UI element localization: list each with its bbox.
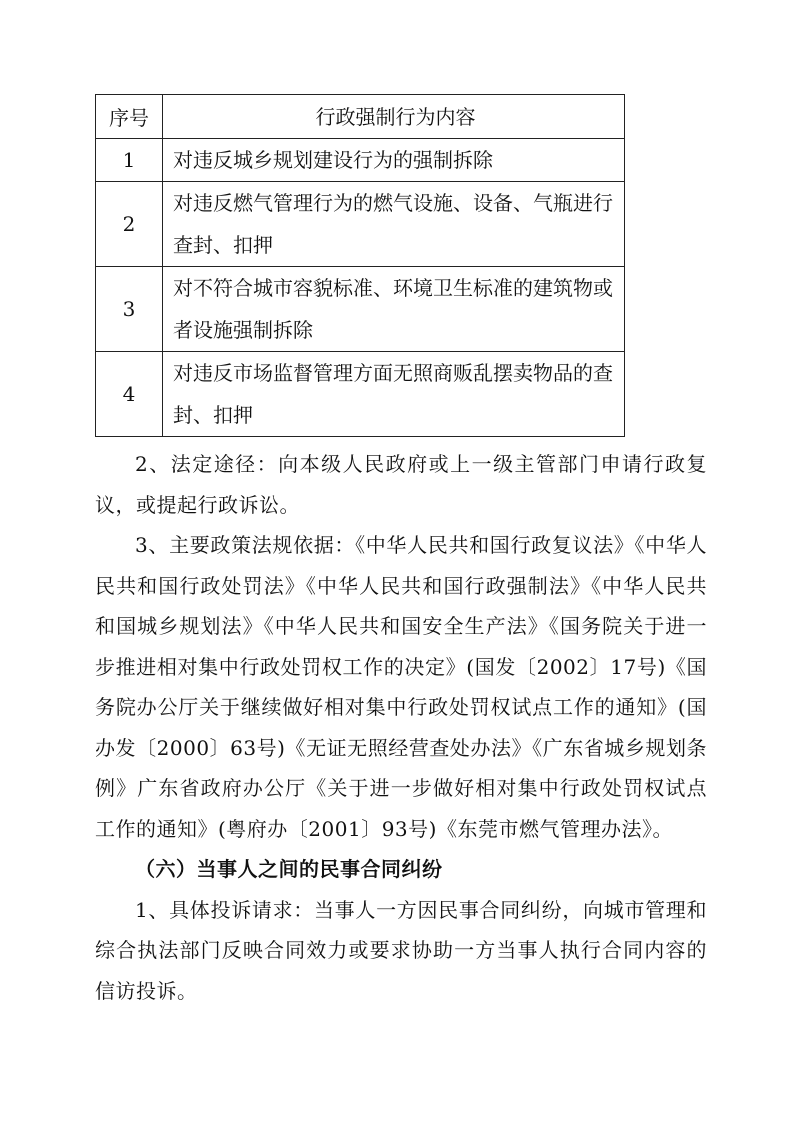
enforcement-table	[95, 94, 625, 437]
paragraph-complaint-request: 1、具体投诉请求：当事人一方因民事合同纠纷，向城市管理和综合执法部门反映合同效力或要求协助一方当事人执行合同内容的信访投诉。	[95, 897, 707, 1003]
paragraph-legal-route: 2、法定途径：向本级人民政府或上一级主管部门申请行政复议，或提起行政诉讼。	[95, 452, 707, 517]
row-serial-number: 1	[96, 139, 163, 182]
table-row	[96, 139, 625, 182]
header-content: 行政强制行为内容	[163, 95, 625, 139]
paragraph-policy-basis: 3、主要政策法规依据：《中华人民共和国行政复议法》《中华人民共和国行政处罚法》《中华人民共和国行政强制法》《中华人民共和国城乡规划法》《中华人民共和国安全生产法》《国务院关于进一步推进相对集中行政处罚权工作的决定》(国发〔2002〕17号)《国务院办公厅关于继续做好相对集中行政处罚权试点工作的通知》(国办发〔2000〕63号)《无证无照经营查处办法》《广东省城乡规划条例》广东省政府办公厅《关于进一步做好相对集中行政处罚权试点工作的通知》(粤府办〔2001〕93号)《东莞市燃气管理办法》。	[95, 533, 707, 841]
row-content: 对不符合城市容貌标准、环境卫生标准的建筑物或者设施强制拆除	[163, 267, 625, 352]
row-content: 对违反燃气管理行为的燃气设施、设备、气瓶进行查封、扣押	[163, 182, 625, 267]
body-text	[95, 444, 707, 1011]
row-content: 对违反市场监督管理方面无照商贩乱摆卖物品的查封、扣押	[163, 352, 625, 437]
table-row	[96, 182, 625, 267]
row-serial-number: 4	[96, 352, 163, 437]
header-serial-number: 序号	[96, 95, 163, 139]
row-serial-number: 3	[96, 267, 163, 352]
table-row	[96, 352, 625, 437]
row-content: 对违反城乡规划建设行为的强制拆除	[163, 139, 625, 182]
table-header-row	[96, 95, 625, 139]
row-serial-number: 2	[96, 182, 163, 267]
section-heading: （六）当事人之间的民事合同纠纷	[135, 857, 443, 881]
table-row	[96, 267, 625, 352]
